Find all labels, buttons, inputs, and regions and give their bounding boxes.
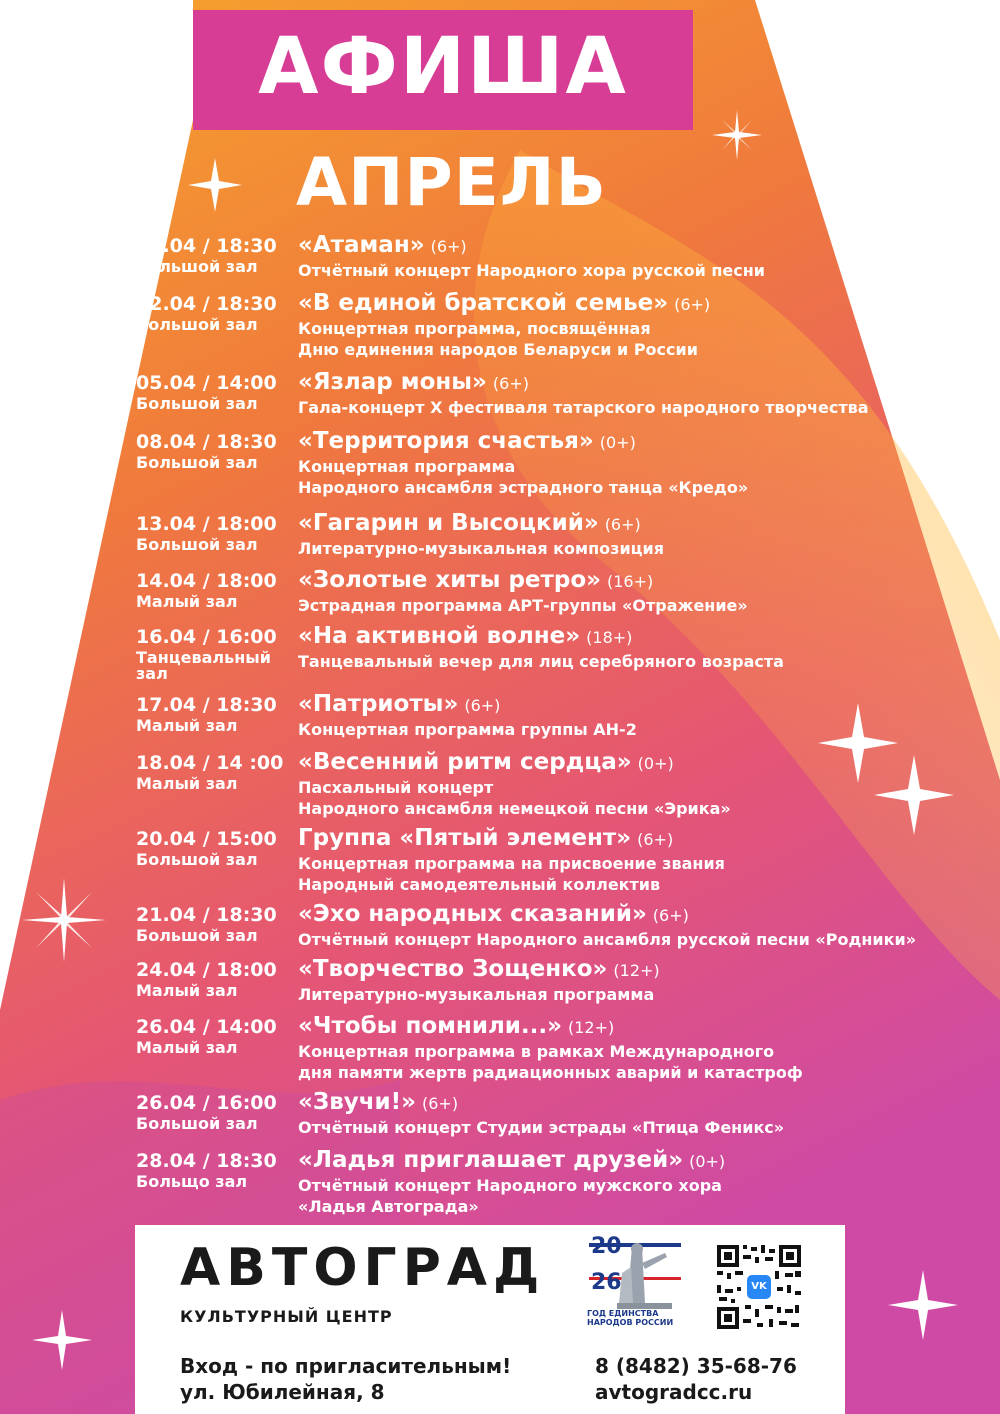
event-title: Группа «Пятый элемент» (6+) <box>298 825 674 851</box>
event-hall: Большой зал <box>136 257 258 276</box>
event-hall: Больщо зал <box>136 1172 248 1191</box>
age-rating: (6+) <box>674 295 711 314</box>
event-date: 20.04 / 15:00 <box>136 828 277 850</box>
entry-info <box>180 1353 511 1405</box>
event-title: «На активной волне» (18+) <box>298 623 633 649</box>
event-title: «Ладья приглашает друзей» (0+) <box>298 1147 726 1173</box>
event-hall: Малый зал <box>136 716 238 735</box>
event-title: «Патриоты» (6+) <box>298 691 501 717</box>
event-description: Концертная программа в рамках Международного дня памяти жертв радиационных аварий и катастроф <box>298 1042 803 1082</box>
event-date: 18.04 / 14 :00 <box>136 752 284 774</box>
sparkle-icon <box>32 1310 92 1370</box>
event-date: 01.04 / 18:30 <box>136 235 277 257</box>
event-description: Концертная программа на присвоение звания Народный самодеятельный коллектив <box>298 854 725 894</box>
event-description: Концертная программа Народного ансамбля эстрадного танца «Кредо» <box>298 457 749 497</box>
age-rating: (6+) <box>492 374 529 393</box>
event-description: Концертная программа, посвящённая Дню единения народов Беларуси и России <box>298 319 698 359</box>
event-date: 28.04 / 18:30 <box>136 1150 277 1172</box>
event-hall: Малый зал <box>136 592 238 611</box>
event-hall: Большой зал <box>136 535 258 554</box>
age-rating: (6+) <box>430 237 467 256</box>
contacts <box>595 1353 797 1405</box>
age-rating: (12+) <box>613 961 660 980</box>
month-title: АПРЕЛЬ <box>296 144 607 221</box>
brand-subtitle: КУЛЬТУРНЫЙ ЦЕНТР <box>180 1307 393 1326</box>
age-rating: (12+) <box>567 1018 615 1037</box>
website-link[interactable]: avtogradcc.ru <box>595 1380 753 1404</box>
brand-logo: АВТОГРАД <box>180 1238 546 1298</box>
age-rating: (0+) <box>689 1152 726 1171</box>
event-description: Пасхальный концерт Народного ансамбля немецкой песни «Эрика» <box>298 778 731 818</box>
event-description: Литературно-музыкальная программа <box>298 985 655 1004</box>
age-rating: (6+) <box>604 515 641 534</box>
event-hall: Большой зал <box>136 453 258 472</box>
event-hall: Малый зал <box>136 774 238 793</box>
vk-icon: VK <box>751 1281 767 1292</box>
event-title: «Чтобы помнили...» (12+) <box>298 1013 615 1039</box>
age-rating: (18+) <box>586 628 633 647</box>
event-description: Концертная программа группы АН-2 <box>298 720 637 739</box>
poster-title: АФИША <box>258 22 628 112</box>
event-title: «Звучи!» (6+) <box>298 1089 459 1115</box>
event-date: 14.04 / 18:00 <box>136 570 277 592</box>
event-hall: Большой зал <box>136 926 258 945</box>
event-hall: Танцевальный зал <box>136 648 271 683</box>
event-date: 21.04 / 18:30 <box>136 904 277 926</box>
event-description: Отчётный концерт Народного ансамбля русской песни «Родники» <box>298 930 917 949</box>
event-description: Отчётный концерт Студии эстрады «Птица Феникс» <box>298 1118 785 1137</box>
event-hall: Большой зал <box>136 394 258 413</box>
event-title: «Территория счастья» (0+) <box>298 428 636 454</box>
address: ул. Юбилейная, 8 <box>180 1380 385 1404</box>
age-rating: (16+) <box>607 572 654 591</box>
event-description: Отчётный концерт Народного хора русской песни <box>298 261 765 280</box>
event-date: 26.04 / 16:00 <box>136 1092 277 1114</box>
sparkle-icon <box>874 755 954 835</box>
age-rating: (6+) <box>464 696 501 715</box>
age-rating: (6+) <box>422 1094 459 1113</box>
event-title: «Золотые хиты ретро» (16+) <box>298 567 654 593</box>
event-title: «Атаман» (6+) <box>298 232 467 258</box>
event-title: «В единой братской семье» (6+) <box>298 290 711 316</box>
age-rating: (6+) <box>652 906 689 925</box>
event-title: «Эхо народных сказаний» (6+) <box>298 901 689 927</box>
event-title: «Язлар моны» (6+) <box>298 369 529 395</box>
event-date: 24.04 / 18:00 <box>136 959 277 981</box>
event-description: Отчётный концерт Народного мужского хора «Ладья Автограда» <box>298 1176 722 1216</box>
event-description: Эстрадная программа АРТ-группы «Отражение» <box>298 596 748 615</box>
sparkle-icon <box>888 1270 958 1340</box>
sparkle-icon <box>188 158 242 212</box>
year-logo-top: 20 <box>591 1234 622 1259</box>
event-hall: Малый зал <box>136 981 238 1000</box>
event-hall: Большой зал <box>136 1114 258 1133</box>
event-description: Танцевальный вечер для лиц серебряного возраста <box>298 652 784 671</box>
sparkle-icon <box>22 878 106 962</box>
event-title: «Гагарин и Высоцкий» (6+) <box>298 510 641 536</box>
footer-panel <box>135 1225 845 1414</box>
event-date: 05.04 / 14:00 <box>136 372 277 394</box>
year-logo-bottom: 26 <box>591 1270 622 1295</box>
year-logo-text: ГОД ЕДИНСТВА НАРОДОВ РОССИИ <box>587 1309 674 1327</box>
event-date: 08.04 / 18:30 <box>136 431 277 453</box>
event-hall: Большой зал <box>136 315 258 334</box>
age-rating: (0+) <box>637 754 674 773</box>
event-hall: Малый зал <box>136 1038 238 1057</box>
event-hall: Большой зал <box>136 850 258 869</box>
event-date: 13.04 / 18:00 <box>136 513 277 535</box>
event-date: 17.04 / 18:30 <box>136 694 277 716</box>
event-description: Гала-концерт X фестиваля татарского народного творчества <box>298 398 869 417</box>
event-title: «Творчество Зощенко» (12+) <box>298 956 660 982</box>
event-date: 26.04 / 14:00 <box>136 1016 277 1038</box>
event-date: 16.04 / 16:00 <box>136 626 277 648</box>
sparkle-icon <box>712 110 762 160</box>
age-rating: (6+) <box>637 830 674 849</box>
event-title: «Весенний ритм сердца» (0+) <box>298 749 674 775</box>
age-rating: (0+) <box>599 433 636 452</box>
event-description: Литературно-музыкальная композиция <box>298 539 665 558</box>
event-date: 02.04 / 18:30 <box>136 293 277 315</box>
entry-note: Вход - по пригласительным! <box>180 1354 512 1378</box>
phone-number[interactable]: 8 (8482) 35-68-76 <box>595 1354 797 1378</box>
